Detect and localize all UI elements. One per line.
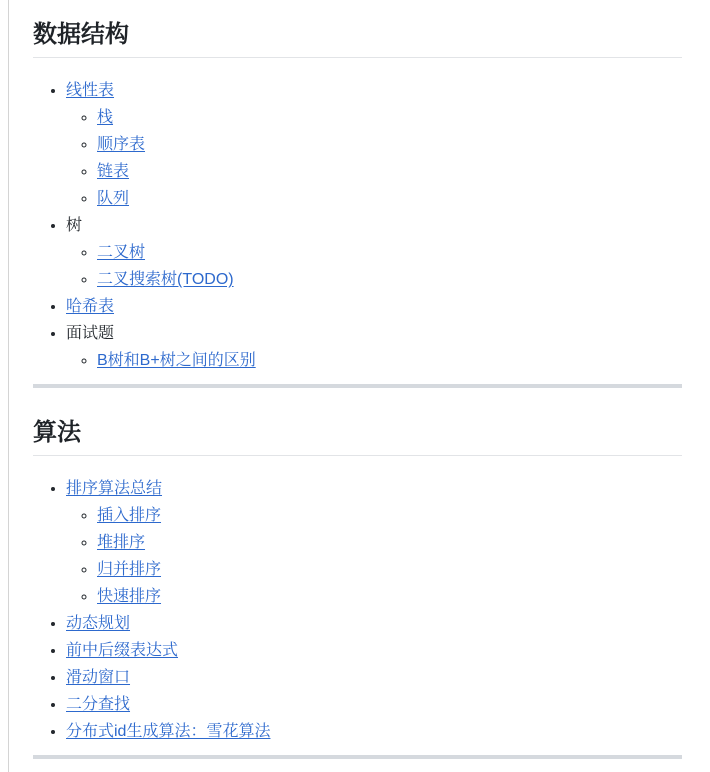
list-item bbox=[66, 477, 682, 608]
wiki-link[interactable]: 二叉树 bbox=[97, 244, 146, 261]
wiki-link[interactable]: 栈 bbox=[97, 109, 114, 126]
wiki-link[interactable]: 线性表 bbox=[66, 82, 115, 99]
list-item bbox=[66, 322, 682, 372]
sections-root bbox=[33, 21, 682, 759]
section-list bbox=[33, 79, 682, 372]
list-item bbox=[97, 268, 682, 291]
wiki-link[interactable]: 链表 bbox=[97, 163, 130, 180]
page-left-border bbox=[8, 0, 9, 772]
wiki-link[interactable]: 动态规划 bbox=[66, 615, 131, 632]
list-text: 面试题 bbox=[66, 325, 115, 342]
wiki-link[interactable]: 插入排序 bbox=[97, 507, 162, 524]
wiki-link[interactable]: 哈希表 bbox=[66, 298, 115, 315]
section-heading: 数据结构 bbox=[33, 21, 682, 58]
list-item bbox=[66, 295, 682, 318]
list-item bbox=[66, 639, 682, 662]
wiki-link[interactable]: 分布式id生成算法：雪花算法 bbox=[66, 723, 271, 740]
list-item bbox=[97, 187, 682, 210]
list-text: 树 bbox=[66, 217, 83, 234]
list-item bbox=[66, 720, 682, 743]
list-item bbox=[97, 531, 682, 554]
list-item bbox=[97, 106, 682, 129]
sub-list bbox=[66, 106, 682, 210]
wiki-link[interactable]: 前中后缀表达式 bbox=[66, 642, 179, 659]
sub-list bbox=[66, 241, 682, 291]
wiki-link[interactable]: 顺序表 bbox=[97, 136, 146, 153]
sub-list bbox=[66, 349, 682, 372]
list-item bbox=[66, 666, 682, 689]
list-item bbox=[66, 214, 682, 291]
list-item bbox=[97, 241, 682, 264]
content-section bbox=[33, 21, 682, 388]
wiki-link[interactable]: 快速排序 bbox=[97, 588, 162, 605]
list-item bbox=[97, 504, 682, 527]
content-section bbox=[33, 419, 682, 759]
section-divider bbox=[33, 384, 682, 388]
list-item bbox=[66, 612, 682, 635]
wiki-link[interactable]: 排序算法总结 bbox=[66, 480, 163, 497]
sub-list bbox=[66, 504, 682, 608]
list-item bbox=[97, 133, 682, 156]
wiki-link[interactable]: B树和B+树之间的区别 bbox=[97, 352, 256, 369]
wiki-link[interactable]: 队列 bbox=[97, 190, 130, 207]
section-list bbox=[33, 477, 682, 743]
section-divider bbox=[33, 755, 682, 759]
wiki-link[interactable]: 归并排序 bbox=[97, 561, 162, 578]
wiki-link[interactable]: 二分查找 bbox=[66, 696, 131, 713]
list-item bbox=[66, 693, 682, 716]
wiki-link[interactable]: 二叉搜索树(TODO) bbox=[97, 271, 234, 288]
list-item bbox=[97, 349, 682, 372]
section-heading: 算法 bbox=[33, 419, 682, 456]
wiki-link[interactable]: 堆排序 bbox=[97, 534, 146, 551]
list-item bbox=[97, 585, 682, 608]
list-item bbox=[97, 160, 682, 183]
list-item bbox=[66, 79, 682, 210]
wiki-link[interactable]: 滑动窗口 bbox=[66, 669, 131, 686]
list-item bbox=[97, 558, 682, 581]
